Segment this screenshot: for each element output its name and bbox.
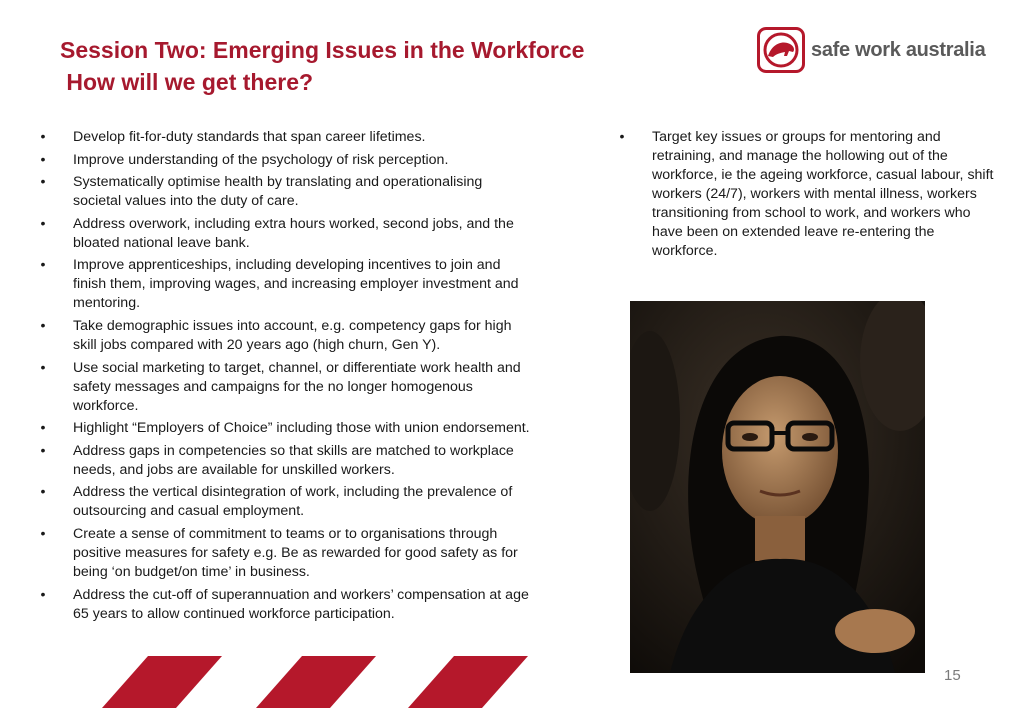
woman-portrait-photo xyxy=(630,301,925,673)
bullet-dot-icon: • xyxy=(40,129,46,145)
bullet-text: Systematically optimise health by translating and operationalising societal values into the duty of care. xyxy=(73,174,483,210)
bullet-text: Improve apprenticeships, including developing incentives to join and finish them, improving wages, and increasing employer investment and mentoring. xyxy=(73,257,519,312)
bullet-dot-icon: • xyxy=(40,317,46,334)
bullet-dot-icon: • xyxy=(40,151,46,168)
bullet-dot-icon: • xyxy=(40,442,46,459)
bullet-text: Address overwork, including extra hours worked, second jobs, and the bloated national leave bank. xyxy=(73,215,514,251)
bullet-item xyxy=(616,128,996,261)
bullet-dot-icon: • xyxy=(40,215,46,232)
stripe-3 xyxy=(408,656,528,708)
bullet-dot-icon: • xyxy=(40,484,46,501)
right-bullet-list xyxy=(616,128,996,265)
title-line-2: How will we get there? xyxy=(60,69,314,95)
left-bullet-list xyxy=(37,128,532,627)
bullet-text: Develop fit-for-duty standards that span career lifetimes. xyxy=(73,129,426,145)
decorative-stripes xyxy=(0,650,560,708)
stripe-2 xyxy=(256,656,376,708)
bullet-dot-icon: • xyxy=(40,174,46,191)
bullet-text: Highlight “Employers of Choice” including those with union endorsement. xyxy=(73,420,530,437)
bullet-dot-icon: • xyxy=(40,359,46,376)
bullet-text: Take demographic issues into account, e.g. competency gaps for high skill jobs compared with 20 years ago (high churn, Gen Y). xyxy=(73,317,512,353)
safe-work-australia-logo xyxy=(757,26,1002,74)
bullet-text: Improve understanding of the psychology of risk perception. xyxy=(73,151,449,168)
title-line-1: Session Two: Emerging Issues in the Workforce xyxy=(60,37,585,63)
bullet-text: Address the vertical disintegration of work, including the prevalence of outsourcing and casual employment. xyxy=(73,484,513,520)
bullet-dot-icon: • xyxy=(619,129,625,145)
bullet-item xyxy=(37,173,532,211)
bullet-item xyxy=(37,128,532,147)
bullet-item xyxy=(37,419,532,438)
bullet-item xyxy=(37,442,532,480)
page-number: 15 xyxy=(944,667,961,684)
bullet-text: Use social marketing to target, channel, or differentiate work health and safety messages and campaigns for the no longer homogenous workforce. xyxy=(73,359,521,414)
bullet-item xyxy=(37,483,532,521)
bullet-item xyxy=(37,215,532,253)
bullet-item xyxy=(37,586,532,624)
kangaroo-logo-icon xyxy=(757,27,805,73)
bullet-dot-icon: • xyxy=(40,420,46,437)
bullet-dot-icon: • xyxy=(40,257,46,274)
logo-text: safe work australia xyxy=(811,38,986,61)
bullet-text: Target key issues or groups for mentoring and retraining, and manage the hollowing out of the workforce, ie the ageing workforce, casual labour, shift workers (24/7), workers with mental illness, workers transitioning from school to work, and workers who have been on extended leave re-entering the workforce. xyxy=(652,129,994,259)
bullet-item xyxy=(37,317,532,355)
bullet-text: Address gaps in competencies so that skills are matched to workplace needs, and jobs are available for unskilled workers. xyxy=(73,442,514,478)
bullet-text: Create a sense of commitment to teams or to organisations through positive measures for safety e.g. Be as rewarded for good safety as for being ‘on budget/on time’ in business. xyxy=(73,525,518,580)
bullet-dot-icon: • xyxy=(40,586,46,603)
bullet-text: Address the cut-off of superannuation and workers’ compensation at age 65 years to allow continued workforce participation. xyxy=(73,586,529,622)
slide-title xyxy=(60,34,584,98)
bullet-item xyxy=(37,151,532,170)
bullet-item xyxy=(37,256,532,313)
bullet-item xyxy=(37,525,532,582)
bullet-dot-icon: • xyxy=(40,525,46,542)
stripe-1 xyxy=(102,656,222,708)
bullet-item xyxy=(37,359,532,416)
